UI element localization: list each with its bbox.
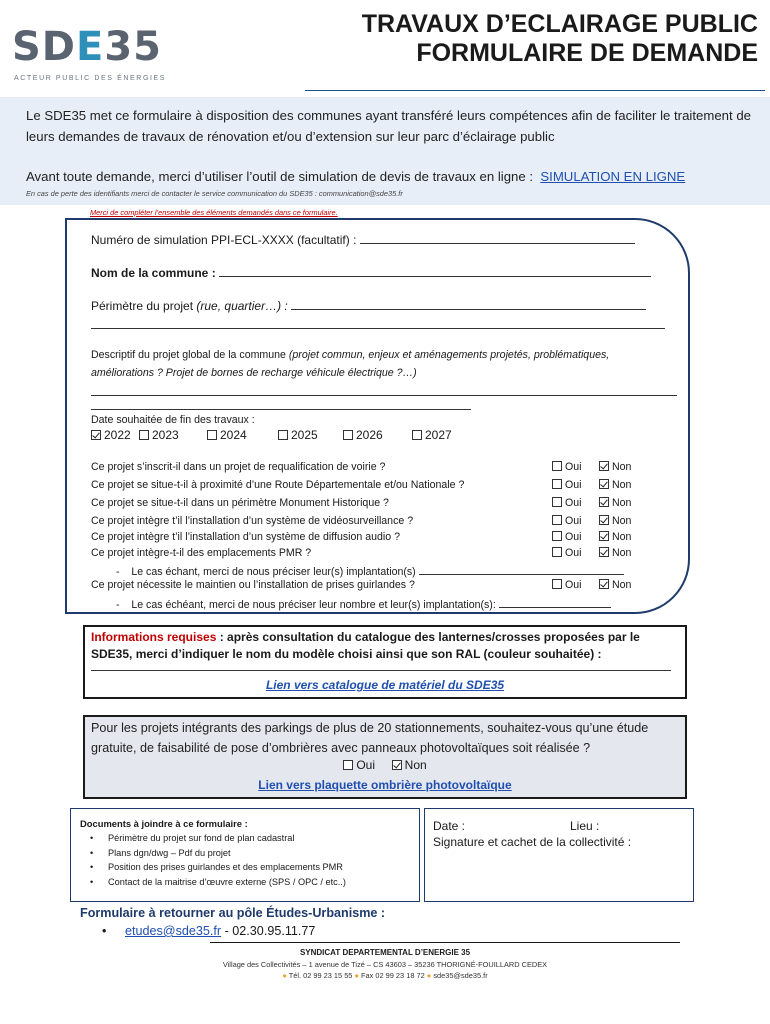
parking-non-label: Non bbox=[404, 758, 427, 772]
simulation-link[interactable]: SIMULATION EN LIGNE bbox=[540, 169, 686, 184]
perimetre-hint: (rue, quartier…) : bbox=[196, 299, 288, 313]
voirie-oui[interactable] bbox=[552, 461, 582, 474]
year-2027-option[interactable] bbox=[412, 428, 452, 442]
monument-oui[interactable] bbox=[552, 497, 582, 510]
guirlandes-sub-field[interactable] bbox=[116, 596, 611, 612]
logo-part1: SD bbox=[12, 24, 77, 70]
year-2027-checkbox[interactable] bbox=[412, 430, 422, 440]
logo-tagline: ACTEUR PUBLIC DES ÉNERGIES bbox=[14, 75, 167, 82]
monument-non-label: Non bbox=[612, 497, 632, 509]
commune-label: Nom de la commune : bbox=[91, 266, 216, 280]
audio-non-label: Non bbox=[612, 531, 632, 543]
video-non-label: Non bbox=[612, 515, 632, 527]
pmr-sub-label: Le cas échant, merci de nous préciser leur(s) implantation(s) bbox=[131, 566, 416, 578]
video-oui-checkbox[interactable] bbox=[552, 515, 562, 525]
year-2026-label: 2026 bbox=[356, 428, 383, 442]
voirie-non[interactable] bbox=[599, 461, 631, 474]
audio-oui-checkbox[interactable] bbox=[552, 531, 562, 541]
perimetre-line2[interactable] bbox=[91, 328, 665, 329]
pmr-sub-input[interactable] bbox=[419, 563, 624, 575]
footer-contact bbox=[0, 971, 770, 980]
question-voirie: Ce projet s’inscrit-il dans un projet de requalification de voirie ? bbox=[91, 461, 386, 473]
descriptif-label: Descriptif du projet global de la commune bbox=[91, 349, 286, 361]
year-2026-checkbox[interactable] bbox=[343, 430, 353, 440]
audio-oui[interactable] bbox=[552, 531, 582, 544]
year-2027-label: 2027 bbox=[425, 428, 452, 442]
voirie-non-checkbox[interactable] bbox=[599, 461, 609, 471]
info-text bbox=[91, 629, 671, 663]
question-monument: Ce projet se situe-t-il dans un périmètre Monument Historique ? bbox=[91, 497, 389, 509]
parking-oui-checkbox[interactable] bbox=[343, 760, 353, 770]
date-label: Date souhaitée de fin des travaux : bbox=[91, 414, 255, 426]
descriptif-hint1: (projet commun, enjeux et aménagements projetés, problématiques, bbox=[288, 349, 610, 361]
page-title bbox=[362, 10, 758, 68]
parking-non-checkbox[interactable] bbox=[392, 760, 402, 770]
route-non-checkbox[interactable] bbox=[599, 479, 609, 489]
route-oui-label: Oui bbox=[565, 479, 582, 491]
return-contact bbox=[104, 924, 315, 938]
pmr-sub-field[interactable] bbox=[116, 563, 624, 579]
perimetre-input[interactable] bbox=[291, 298, 646, 310]
monument-non-checkbox[interactable] bbox=[599, 497, 609, 507]
year-2025-label: 2025 bbox=[291, 428, 318, 442]
documents-title: Documents à joindre à ce formulaire : bbox=[80, 818, 248, 829]
video-non[interactable] bbox=[599, 515, 631, 528]
perimetre-field[interactable] bbox=[91, 298, 646, 314]
parking-non[interactable] bbox=[392, 758, 427, 772]
question-video: Ce projet intègre t’il l’installation d’un système de vidéosurveillance ? bbox=[91, 515, 414, 527]
model-ral-input[interactable] bbox=[91, 670, 671, 671]
guirlandes-oui-label: Oui bbox=[565, 579, 582, 591]
return-phone: - 02.30.95.11.77 bbox=[221, 924, 316, 938]
document-item: • Position des prises guirlandes et des emplacements PMR bbox=[108, 861, 343, 873]
year-2025-option[interactable] bbox=[278, 428, 318, 442]
descriptif-hint2: améliorations ? Projet de bornes de recharge véhicule électrique ?…) bbox=[91, 367, 417, 379]
parking-oui-label: Oui bbox=[356, 758, 375, 772]
descriptif-line2-input[interactable] bbox=[91, 409, 471, 410]
parking-options bbox=[83, 758, 687, 772]
pmr-non[interactable] bbox=[599, 547, 631, 560]
parking-question: Pour les projets intégrants des parkings de plus de 20 stationnements, souhaitez-vous qu’une étude gratuite, de faisabilité de pose d’ombrières avec panneaux photovoltaïques soit réalisée ? bbox=[91, 721, 649, 755]
pmr-oui[interactable] bbox=[552, 547, 582, 560]
intro-paragraph: Le SDE35 met ce formulaire à disposition des communes ayant transféré leurs compétences afin de faciliter le traitement de leurs demandes de travaux de rénovation et/ou d’extension sur leur parc d’éclairage public bbox=[26, 108, 751, 144]
signature-label: Signature et cachet de la collectivité : bbox=[433, 835, 632, 849]
guirlandes-non-checkbox[interactable] bbox=[599, 579, 609, 589]
catalogue-link[interactable]: Lien vers catalogue de matériel du SDE35 bbox=[265, 678, 505, 692]
guirlandes-dash: - bbox=[116, 599, 120, 611]
dot-icon: ● bbox=[354, 971, 359, 980]
ombriere-link[interactable]: Lien vers plaquette ombrière photovoltaïque bbox=[258, 778, 512, 792]
commune-field[interactable] bbox=[91, 265, 651, 281]
guirlandes-sub-input[interactable] bbox=[499, 596, 611, 608]
lost-credentials-note: En cas de perte des identifiants merci de contacter le service communication du SDE35 : communication@sde35.fr bbox=[26, 189, 403, 198]
pmr-oui-label: Oui bbox=[565, 547, 582, 559]
simulation-number-input[interactable] bbox=[360, 232, 635, 244]
footer-fax: Fax 02 99 23 18 72 bbox=[361, 971, 425, 980]
pmr-dash: - bbox=[116, 566, 120, 578]
dot-icon: ● bbox=[426, 971, 432, 980]
footer-tel: Tél. 02 99 23 15 55 bbox=[288, 971, 353, 980]
guirlandes-oui-checkbox[interactable] bbox=[552, 579, 562, 589]
logo-part3: 35 bbox=[104, 24, 163, 70]
year-2023-label: 2023 bbox=[152, 428, 179, 442]
title-divider bbox=[305, 90, 765, 91]
year-2024-label: 2024 bbox=[220, 428, 247, 442]
footer-org-name: SYNDICAT DEPARTEMENTAL D’ENERGIE 35 bbox=[299, 948, 471, 957]
pmr-non-checkbox[interactable] bbox=[599, 547, 609, 557]
footer-email: sde35@sde35.fr bbox=[433, 971, 488, 980]
question-guirlandes: Ce projet nécessite le maintien ou l’installation de prises guirlandes ? bbox=[91, 579, 415, 591]
guirlandes-non[interactable] bbox=[599, 579, 631, 592]
return-email-link[interactable]: etudes@sde35.fr bbox=[125, 924, 222, 938]
video-non-checkbox[interactable] bbox=[599, 515, 609, 525]
question-audio: Ce projet intègre t’il l’installation d’un système de diffusion audio ? bbox=[91, 531, 400, 543]
year-2024-option[interactable] bbox=[207, 428, 247, 442]
simulation-number-field[interactable] bbox=[91, 232, 635, 248]
video-oui[interactable] bbox=[552, 515, 582, 528]
audio-non-checkbox[interactable] bbox=[599, 531, 609, 541]
info-label: Informations requises bbox=[91, 630, 217, 644]
perimetre-label: Périmètre du projet bbox=[91, 299, 194, 313]
monument-oui-label: Oui bbox=[565, 497, 582, 509]
guirlandes-non-label: Non bbox=[612, 579, 632, 591]
commune-input[interactable] bbox=[219, 265, 651, 277]
info-body: : après consultation du catalogue des lanternes/crosses proposées par le SDE35, merci d’indiquer le nom du modèle choisi ainsi que son RAL (couleur souhaitée) : bbox=[91, 630, 640, 661]
document-item: • Périmètre du projet sur fond de plan cadastral bbox=[108, 832, 294, 844]
year-2024-checkbox[interactable] bbox=[207, 430, 217, 440]
footer-divider bbox=[210, 942, 680, 943]
year-2023-option[interactable] bbox=[139, 428, 179, 442]
document-item: • Plans dgn/dwg – Pdf du projet bbox=[108, 847, 231, 859]
video-oui-label: Oui bbox=[565, 515, 582, 527]
question-route: Ce projet se situe-t-il à proximité d’une Route Départementale et/ou Nationale ? bbox=[91, 479, 465, 491]
simulation-number-label: Numéro de simulation PPI-ECL-XXXX (facultatif) : bbox=[91, 233, 357, 247]
title-line1: TRAVAUX D’ECLAIRAGE PUBLIC bbox=[361, 10, 758, 38]
required-note: Merci de compléter l’ensemble des éléments demandés dans ce formulaire. bbox=[90, 208, 338, 217]
simulation-text: Avant toute demande, merci d’utiliser l’outil de simulation de devis de travaux en ligne : bbox=[26, 169, 534, 184]
monument-oui-checkbox[interactable] bbox=[552, 497, 562, 507]
return-title: Formulaire à retourner au pôle Études-Urbanisme : bbox=[80, 906, 386, 920]
date-label: Date : bbox=[433, 819, 466, 833]
simulation-paragraph bbox=[26, 166, 751, 187]
year-2022-label: 2022 bbox=[104, 428, 131, 442]
guirlandes-sub-label: Le cas échéant, merci de nous préciser leur nombre et leur(s) implantation(s): bbox=[131, 599, 496, 611]
route-oui-checkbox[interactable] bbox=[552, 479, 562, 489]
parking-oui[interactable] bbox=[343, 758, 375, 772]
route-non-label: Non bbox=[612, 479, 632, 491]
pmr-oui-checkbox[interactable] bbox=[552, 547, 562, 557]
sde35-logo bbox=[12, 25, 192, 95]
year-2022-option[interactable] bbox=[91, 428, 131, 442]
question-pmr: Ce projet intègre-t-il des emplacements PMR ? bbox=[91, 547, 312, 559]
descriptif-line1 bbox=[91, 348, 609, 363]
guirlandes-oui[interactable] bbox=[552, 579, 582, 592]
year-2025-checkbox[interactable] bbox=[278, 430, 288, 440]
voirie-oui-label: Oui bbox=[565, 461, 582, 473]
lieu-label: Lieu : bbox=[570, 819, 600, 833]
voirie-non-label: Non bbox=[612, 461, 632, 473]
monument-non[interactable] bbox=[599, 497, 631, 510]
dot-icon: ● bbox=[282, 971, 287, 980]
route-oui[interactable] bbox=[552, 479, 582, 492]
footer-address: Village des Collectivités – 1 avenue de Tizé – CS 43603 – 35236 THORIGNÉ-FOUILLARD CEDEX bbox=[222, 960, 548, 969]
year-2026-option[interactable] bbox=[343, 428, 383, 442]
voirie-oui-checkbox[interactable] bbox=[552, 461, 562, 471]
year-2023-checkbox[interactable] bbox=[139, 430, 149, 440]
document-item: • Contact de la maitrise d’œuvre externe (SPS / OPC / etc..) bbox=[108, 876, 346, 888]
year-2022-checkbox[interactable] bbox=[91, 430, 101, 440]
intro-band bbox=[0, 97, 770, 205]
audio-oui-label: Oui bbox=[565, 531, 582, 543]
route-non[interactable] bbox=[599, 479, 631, 492]
audio-non[interactable] bbox=[599, 531, 631, 544]
pmr-non-label: Non bbox=[612, 547, 632, 559]
title-line2: FORMULAIRE DE DEMANDE bbox=[416, 39, 758, 67]
descriptif-line1-input[interactable] bbox=[91, 395, 677, 396]
logo-part2: E bbox=[76, 24, 105, 70]
